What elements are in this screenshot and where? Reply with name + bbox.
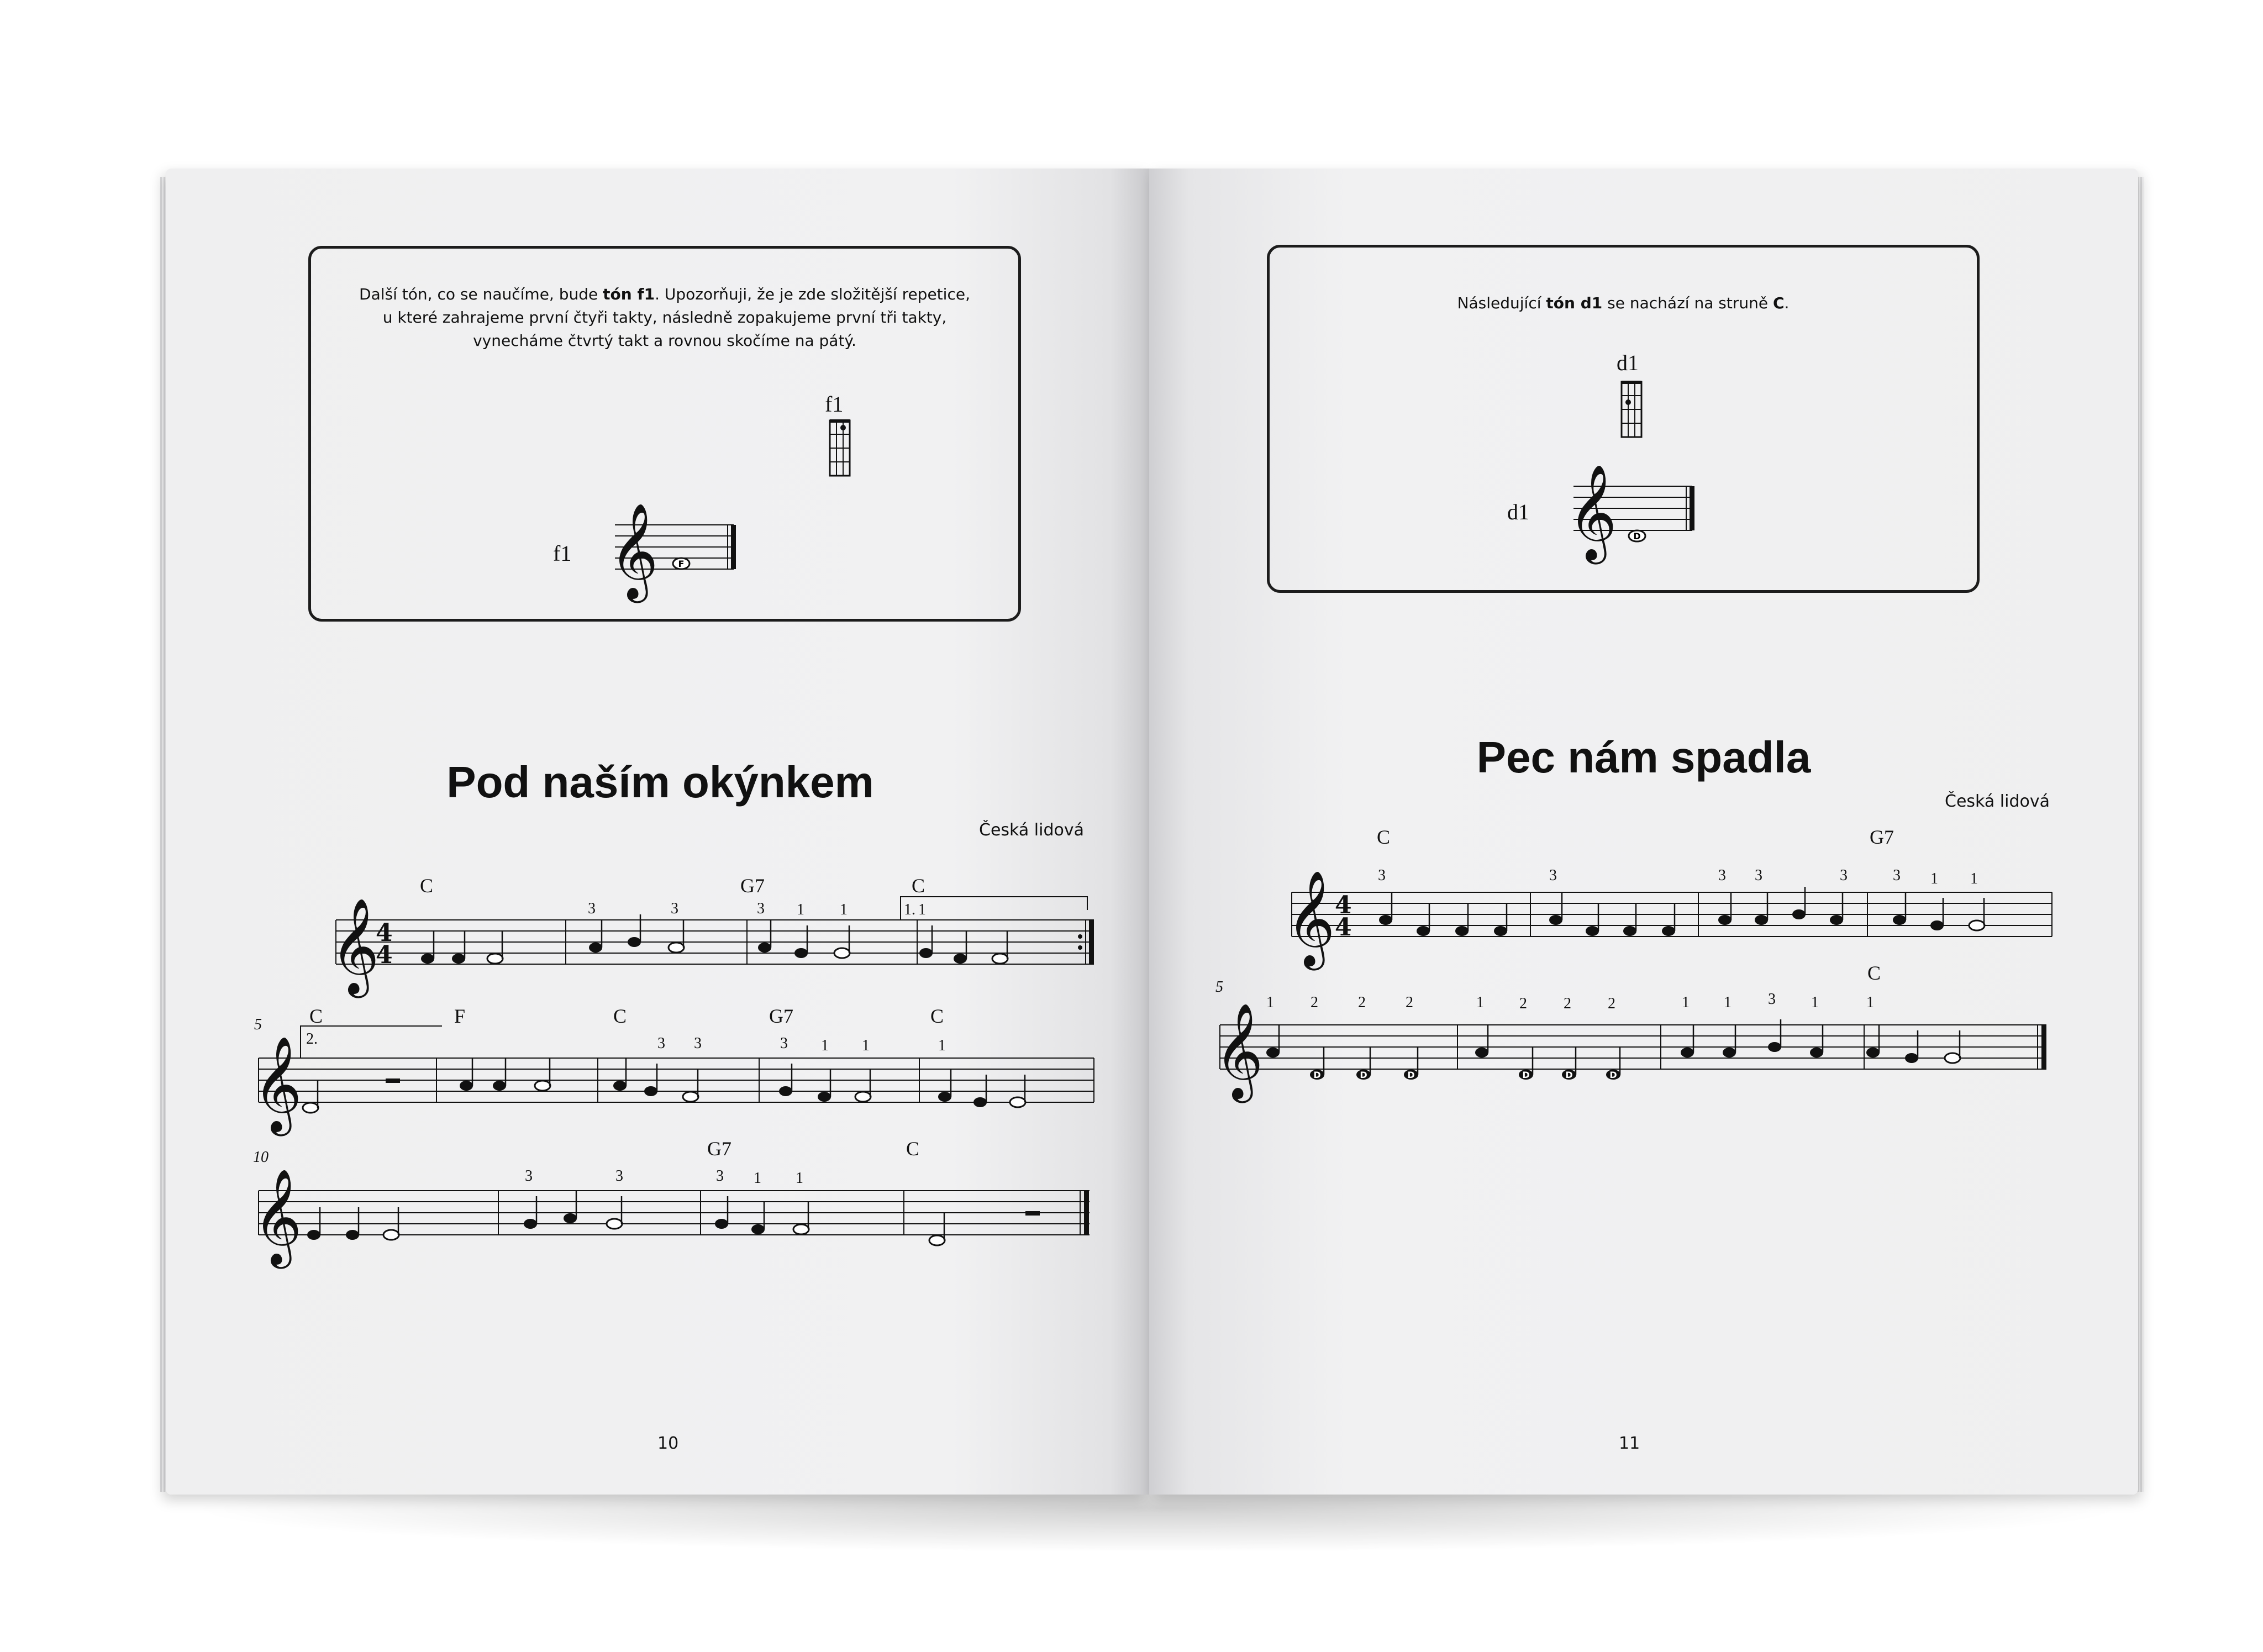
page-number: 11 [1619, 1434, 1640, 1453]
info-text [311, 283, 1018, 353]
chord-symbol: G7 [769, 1005, 793, 1027]
fingering: 3 [757, 900, 765, 917]
time-sig-top: 4 [376, 919, 393, 947]
half-rest [386, 1078, 400, 1083]
fingering: 1 [1724, 994, 1732, 1011]
fingering: 2 [1608, 995, 1615, 1012]
fingering: 3 [1840, 867, 1848, 884]
fingering: 2 [1564, 995, 1571, 1012]
treble-clef: 𝄞 [330, 898, 380, 994]
ukulele-chord-diagram-f1 [828, 419, 854, 480]
fingering: 1 [1682, 994, 1690, 1011]
treble-clef: 𝄞 [253, 1036, 302, 1132]
staff-system-1 [331, 848, 1116, 992]
svg-text:D: D [1407, 1070, 1415, 1080]
half-rest [1025, 1211, 1040, 1216]
measure-number: 5 [254, 1016, 262, 1033]
fingering: 3 [525, 1167, 533, 1185]
chord-symbol: C [309, 1005, 323, 1027]
svg-text:D: D [1522, 1070, 1530, 1080]
fingering: 3 [671, 900, 678, 917]
svg-text:D: D [1360, 1070, 1367, 1080]
fingering: 1 [1476, 994, 1484, 1011]
fingering: 1 [1970, 870, 1978, 887]
left-page [166, 169, 1149, 1495]
staff-system-1 [1287, 820, 2083, 964]
info-box-f1 [308, 246, 1021, 622]
volta-label: 1. [904, 901, 915, 918]
fingering: 1 [918, 901, 926, 918]
fingering: 3 [694, 1035, 702, 1052]
ukulele-chord-diagram-d1 [1620, 380, 1645, 441]
fingering: 1 [1930, 870, 1938, 887]
note-label-d1: d1 [1507, 499, 1529, 524]
chord-symbol: G7 [1870, 826, 1894, 848]
info-text: Následující tón d1 se nachází na struně C. [1457, 294, 1790, 312]
chord-diagram-label: f1 [825, 392, 844, 417]
chord-symbol: C [912, 875, 925, 897]
page-number: 10 [657, 1434, 679, 1453]
chord-symbol: C [420, 875, 434, 897]
fingering: 2 [1311, 994, 1318, 1011]
staff-system-3 [253, 1124, 1116, 1265]
fingering: 3 [588, 900, 596, 917]
fingering: 3 [1549, 867, 1557, 884]
chord-symbol: C [1377, 826, 1391, 848]
svg-text:D: D [1609, 1070, 1617, 1080]
chord-symbol: G7 [740, 875, 765, 897]
staff-system-2 [1215, 964, 2083, 1108]
fingering: 3 [657, 1035, 665, 1052]
treble-clef: 𝄞 [1214, 1003, 1264, 1099]
info-line-1: Další tón, co se naučíme, bude tón f1. Upozorňuji, že je zde složitější repetice, [359, 285, 970, 303]
chord-symbol: C [906, 1138, 920, 1160]
svg-text:F: F [678, 559, 685, 569]
chord-symbol: F [454, 1005, 466, 1027]
fingering: 2 [1406, 994, 1413, 1011]
fingering: 2 [1519, 995, 1527, 1012]
chord-symbol: C [1867, 962, 1881, 984]
info-line-3: vynecháme čtvrtý takt a rovnou skočíme na pátý. [473, 332, 856, 350]
song-title: Pec nám spadla [1476, 733, 1811, 782]
measure-number: 5 [1215, 978, 1223, 996]
fingering: 3 [780, 1035, 788, 1052]
fingering: 3 [716, 1167, 724, 1185]
composer: Česká lidová [979, 820, 1085, 840]
measure-number: 10 [253, 1149, 269, 1166]
treble-clef: 𝄞 [609, 503, 659, 599]
fingering: 2 [1358, 994, 1366, 1011]
right-page [1149, 169, 2138, 1495]
treble-clef: 𝄞 [1286, 870, 1335, 966]
song-title: Pod naším okýnkem [446, 757, 874, 807]
staff-f1 [609, 503, 753, 602]
chord-symbol: G7 [707, 1138, 731, 1160]
fingering: 3 [1893, 867, 1901, 884]
svg-text:D: D [1313, 1070, 1321, 1080]
fingering: 3 [1718, 867, 1726, 884]
chord-symbol: C [930, 1005, 944, 1027]
fingering: 1 [797, 901, 804, 918]
fingering: 1 [862, 1037, 870, 1054]
composer: Česká lidová [1945, 792, 2050, 811]
time-sig-bottom: 4 [376, 941, 393, 969]
treble-clef: 𝄞 [253, 1169, 302, 1265]
fingering: 1 [1866, 994, 1874, 1011]
time-sig-top: 4 [1335, 891, 1352, 919]
svg-text:D: D [1633, 531, 1641, 541]
fingering: 1 [1266, 994, 1274, 1011]
fingering: 3 [1755, 867, 1762, 884]
fingering: 1 [938, 1037, 946, 1054]
info-box-d1 [1267, 245, 1980, 593]
chord-diagram-label: d1 [1617, 350, 1639, 375]
fingering: 1 [754, 1170, 761, 1187]
staff-d1 [1568, 464, 1712, 564]
fingering: 3 [1378, 867, 1386, 884]
chord-symbol: C [613, 1005, 627, 1027]
staff-system-2 [253, 992, 1116, 1132]
info-line-2: u které zahrajeme první čtyři takty, následně zopakujeme první tři takty, [382, 308, 947, 327]
time-sig-bottom: 4 [1335, 913, 1352, 941]
volta-label: 2. [306, 1030, 318, 1048]
treble-clef: 𝄞 [1568, 464, 1617, 560]
fingering: 1 [1811, 994, 1819, 1011]
fingering: 1 [796, 1170, 803, 1187]
svg-text:D: D [1565, 1070, 1573, 1080]
fingering: 3 [615, 1167, 623, 1185]
note-label-f1: f1 [553, 541, 572, 566]
fingering: 3 [1768, 991, 1776, 1008]
fingering: 1 [840, 901, 848, 918]
fingering: 1 [821, 1037, 829, 1054]
